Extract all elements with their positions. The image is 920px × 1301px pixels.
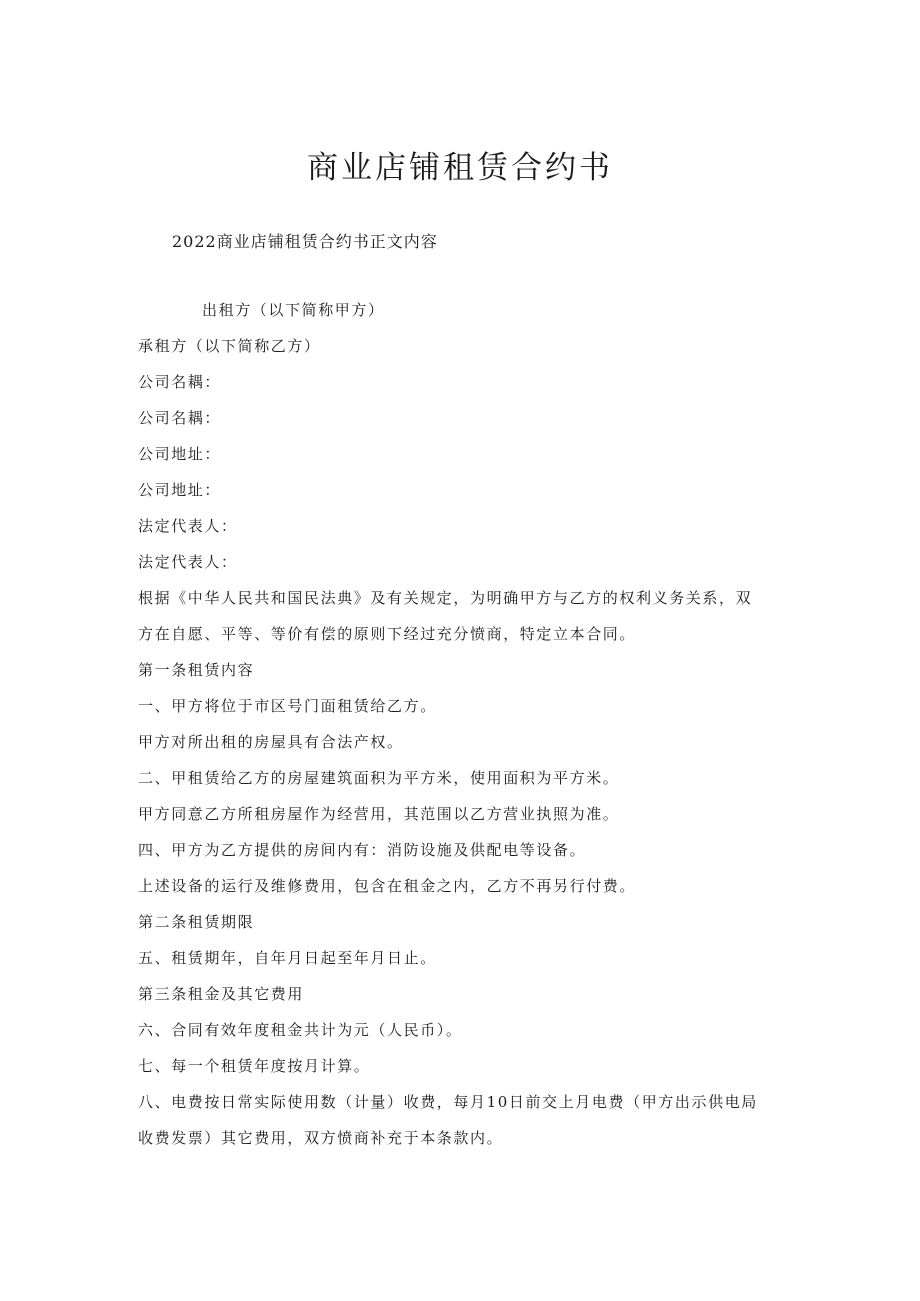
legal-representative-line: 法定代表人： [138, 517, 238, 535]
preamble-line: 根据《中华人民共和国民法典》及有关规定，为明确甲方与乙方的权利义务关系，双 [138, 589, 753, 607]
article-heading: 第二条租赁期限 [138, 913, 255, 931]
article-heading: 第三条租金及其它费用 [138, 985, 305, 1003]
clause-line: 上述设备的运行及维修费用，包含在租金之内，乙方不再另行付费。 [138, 877, 637, 895]
clause-line: 六、合同有效年度租金共计为元（人民币）。 [138, 1021, 463, 1039]
company-name-line: 公司名耦： [138, 373, 222, 391]
party-b-line: 承租方（以下简称乙方） [138, 337, 321, 355]
clause-line: 八、电费按日常实际使用数（计量）收费，每月10日前交上月电费（甲方出示供电局 [138, 1093, 758, 1111]
clause-line: 七、每一个租赁年度按月计算。 [138, 1057, 371, 1075]
preamble-line: 方在自愿、平等、等价有偿的原则下经过充分愤商，特定立本合同。 [138, 625, 637, 643]
document-subtitle: 2022商业店铺租赁合约书正文内容 [172, 232, 438, 251]
clause-line: 甲方同意乙方所租房屋作为经营用，其范围以乙方营业执照为准。 [138, 805, 620, 823]
document-body [138, 298, 788, 1162]
legal-representative-line: 法定代表人： [138, 553, 238, 571]
clause-line: 收费发票）其它费用，双方愤商补充于本条款内。 [138, 1129, 504, 1147]
company-name-line: 公司名耦： [138, 409, 222, 427]
company-address-line: 公司地址： [138, 445, 222, 463]
clause-line: 甲方对所出租的房屋具有合法产权。 [138, 733, 404, 751]
clause-line: 二、甲租赁给乙方的房屋建筑面积为平方米，使用面积为平方米。 [138, 769, 620, 787]
article-heading: 第一条租赁内容 [138, 661, 255, 679]
document-title: 商业店铺租赁合约书 [307, 150, 613, 186]
party-a-line: 出租方（以下简称甲方） [202, 301, 385, 319]
clause-line: 一、甲方将位于市区号门面租赁给乙方。 [138, 697, 437, 715]
clause-line: 五、租赁期年，自年月日起至年月日止。 [138, 949, 437, 967]
clause-line: 四、甲方为乙方提供的房间内有：消防设施及供配电等设备。 [138, 841, 587, 859]
company-address-line: 公司地址： [138, 481, 222, 499]
